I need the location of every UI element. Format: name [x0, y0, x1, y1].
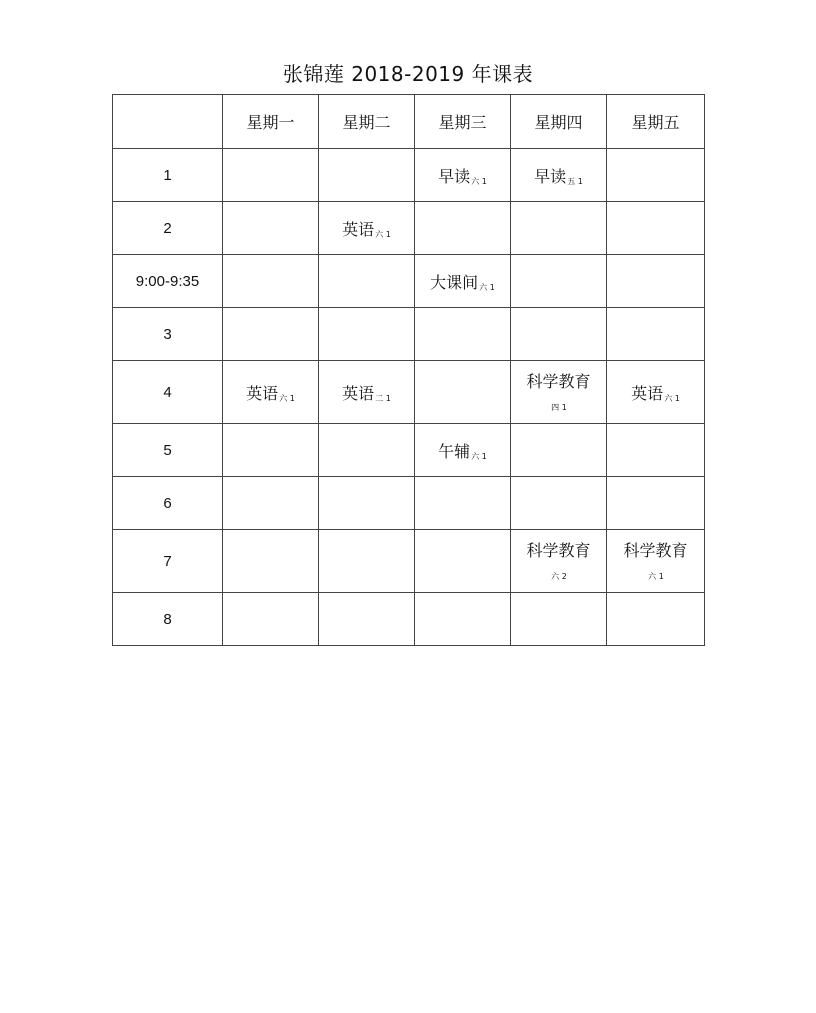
course-entry: [270, 166, 271, 185]
course-entry: [270, 610, 271, 629]
course-entry: [655, 494, 656, 513]
schedule-cell-friday: [607, 361, 705, 424]
schedule-cell-monday: [223, 361, 319, 424]
day-header-friday: 星期五: [607, 95, 705, 149]
course-entry: [558, 219, 559, 238]
schedule-cell-friday: [607, 477, 705, 530]
day-header-thursday: 星期四: [511, 95, 607, 149]
course-entry: [246, 384, 295, 403]
schedule-cell-thursday: [511, 530, 607, 593]
schedule-cell-tuesday: [319, 149, 415, 202]
class-note: 六 1: [471, 176, 487, 186]
course-entry: [607, 543, 704, 581]
course-name: 科学教育: [526, 372, 591, 391]
course-entry: [655, 441, 656, 460]
schedule-cell-thursday: [511, 255, 607, 308]
course-entry: [558, 610, 559, 629]
schedule-cell-wednesday: [415, 149, 511, 202]
schedule-cell-friday: [607, 149, 705, 202]
schedule-cell-tuesday: [319, 530, 415, 593]
table-row: [113, 149, 705, 202]
schedule-cell-thursday: [511, 361, 607, 424]
course-entry: [366, 494, 367, 513]
schedule-cell-friday: [607, 424, 705, 477]
schedule-cell-wednesday: [415, 424, 511, 477]
schedule-cell-thursday: [511, 593, 607, 646]
schedule-cell-thursday: [511, 149, 607, 202]
course-entry: [430, 273, 495, 292]
day-header-monday: 星期一: [223, 95, 319, 149]
course-entry: [366, 325, 367, 344]
period-label: 3: [113, 308, 223, 361]
course-name: 英语: [246, 383, 279, 403]
course-entry: [342, 220, 391, 239]
table-row: [113, 308, 705, 361]
course-entry: [462, 219, 463, 238]
course-name: 英语: [631, 383, 664, 403]
course-name: 英语: [342, 383, 375, 403]
class-note: 六 1: [471, 451, 487, 461]
period-label: 6: [113, 477, 223, 530]
schedule-cell-monday: [223, 530, 319, 593]
schedule-cell-wednesday: [415, 255, 511, 308]
header-row: [113, 95, 705, 149]
course-entry: [462, 610, 463, 629]
period-label: 2: [113, 202, 223, 255]
schedule-cell-thursday: [511, 424, 607, 477]
class-note: 二 1: [375, 393, 391, 403]
course-entry: [558, 494, 559, 513]
course-entry: [342, 384, 391, 403]
period-label: 9:00-9:35: [113, 255, 223, 308]
schedule-cell-monday: [223, 593, 319, 646]
table-row: [113, 530, 705, 593]
class-note: 六 1: [375, 229, 391, 239]
day-header-wednesday: 星期三: [415, 95, 511, 149]
class-note: 四 1: [551, 403, 567, 412]
table-row: [113, 255, 705, 308]
course-entry: [655, 610, 656, 629]
schedule-cell-wednesday: [415, 593, 511, 646]
course-entry: [462, 494, 463, 513]
schedule-cell-tuesday: [319, 255, 415, 308]
course-name: 科学教育: [526, 541, 591, 560]
period-label: 5: [113, 424, 223, 477]
table-row: [113, 477, 705, 530]
course-entry: [655, 166, 656, 185]
table-row: [113, 361, 705, 424]
schedule-cell-monday: [223, 424, 319, 477]
period-label: 7: [113, 530, 223, 593]
course-entry: [270, 441, 271, 460]
course-entry: [270, 272, 271, 291]
schedule-cell-wednesday: [415, 308, 511, 361]
course-entry: [631, 384, 680, 403]
schedule-cell-wednesday: [415, 202, 511, 255]
course-entry: [462, 325, 463, 344]
period-label: 8: [113, 593, 223, 646]
schedule-cell-tuesday: [319, 593, 415, 646]
schedule-cell-thursday: [511, 202, 607, 255]
schedule-cell-friday: [607, 593, 705, 646]
schedule-cell-thursday: [511, 477, 607, 530]
course-name: 早读: [534, 166, 567, 186]
course-entry: [366, 610, 367, 629]
course-name: 科学教育: [623, 541, 688, 560]
course-entry: [655, 219, 656, 238]
schedule-cell-friday: [607, 202, 705, 255]
course-name: 早读: [438, 166, 471, 186]
class-note: 六 1: [479, 282, 495, 292]
class-note: 五 1: [567, 176, 583, 186]
class-note: 六 1: [664, 393, 680, 403]
schedule-cell-monday: [223, 477, 319, 530]
schedule-cell-wednesday: [415, 361, 511, 424]
day-header-tuesday: 星期二: [319, 95, 415, 149]
course-name: 午辅: [438, 441, 471, 461]
schedule-cell-wednesday: [415, 477, 511, 530]
course-entry: [558, 441, 559, 460]
course-entry: [270, 494, 271, 513]
schedule-cell-monday: [223, 308, 319, 361]
class-note: 六 2: [551, 572, 567, 581]
schedule-cell-monday: [223, 149, 319, 202]
course-entry: [270, 219, 271, 238]
course-entry: [366, 441, 367, 460]
schedule-cell-friday: [607, 308, 705, 361]
corner-cell: [113, 95, 223, 149]
course-name: 大课间: [430, 272, 479, 292]
schedule-cell-tuesday: [319, 361, 415, 424]
course-entry: [270, 325, 271, 344]
course-entry: [462, 552, 463, 571]
table-row: [113, 424, 705, 477]
class-note: 六 1: [648, 572, 664, 581]
class-note: 六 1: [279, 393, 295, 403]
period-label: 4: [113, 361, 223, 424]
schedule-cell-friday: [607, 530, 705, 593]
course-entry: [534, 167, 583, 186]
course-entry: [366, 552, 367, 571]
schedule-cell-friday: [607, 255, 705, 308]
table-row: [113, 593, 705, 646]
schedule-cell-monday: [223, 202, 319, 255]
course-entry: [558, 272, 559, 291]
page-title: 张锦莲 2018-2019 年课表: [282, 62, 534, 86]
period-label: 1: [113, 149, 223, 202]
timetable: [112, 94, 705, 646]
course-entry: [438, 167, 487, 186]
schedule-cell-tuesday: [319, 477, 415, 530]
course-entry: [655, 325, 656, 344]
course-entry: [462, 383, 463, 402]
schedule-cell-tuesday: [319, 202, 415, 255]
course-entry: [438, 442, 487, 461]
course-entry: [366, 166, 367, 185]
schedule-cell-monday: [223, 255, 319, 308]
table-row: [113, 202, 705, 255]
course-entry: [511, 543, 606, 581]
course-entry: [558, 325, 559, 344]
course-name: 英语: [342, 219, 375, 239]
course-entry: [270, 552, 271, 571]
course-entry: [511, 374, 606, 412]
schedule-cell-tuesday: [319, 424, 415, 477]
schedule-cell-wednesday: [415, 530, 511, 593]
schedule-cell-thursday: [511, 308, 607, 361]
course-entry: [655, 272, 656, 291]
course-entry: [366, 272, 367, 291]
schedule-cell-tuesday: [319, 308, 415, 361]
